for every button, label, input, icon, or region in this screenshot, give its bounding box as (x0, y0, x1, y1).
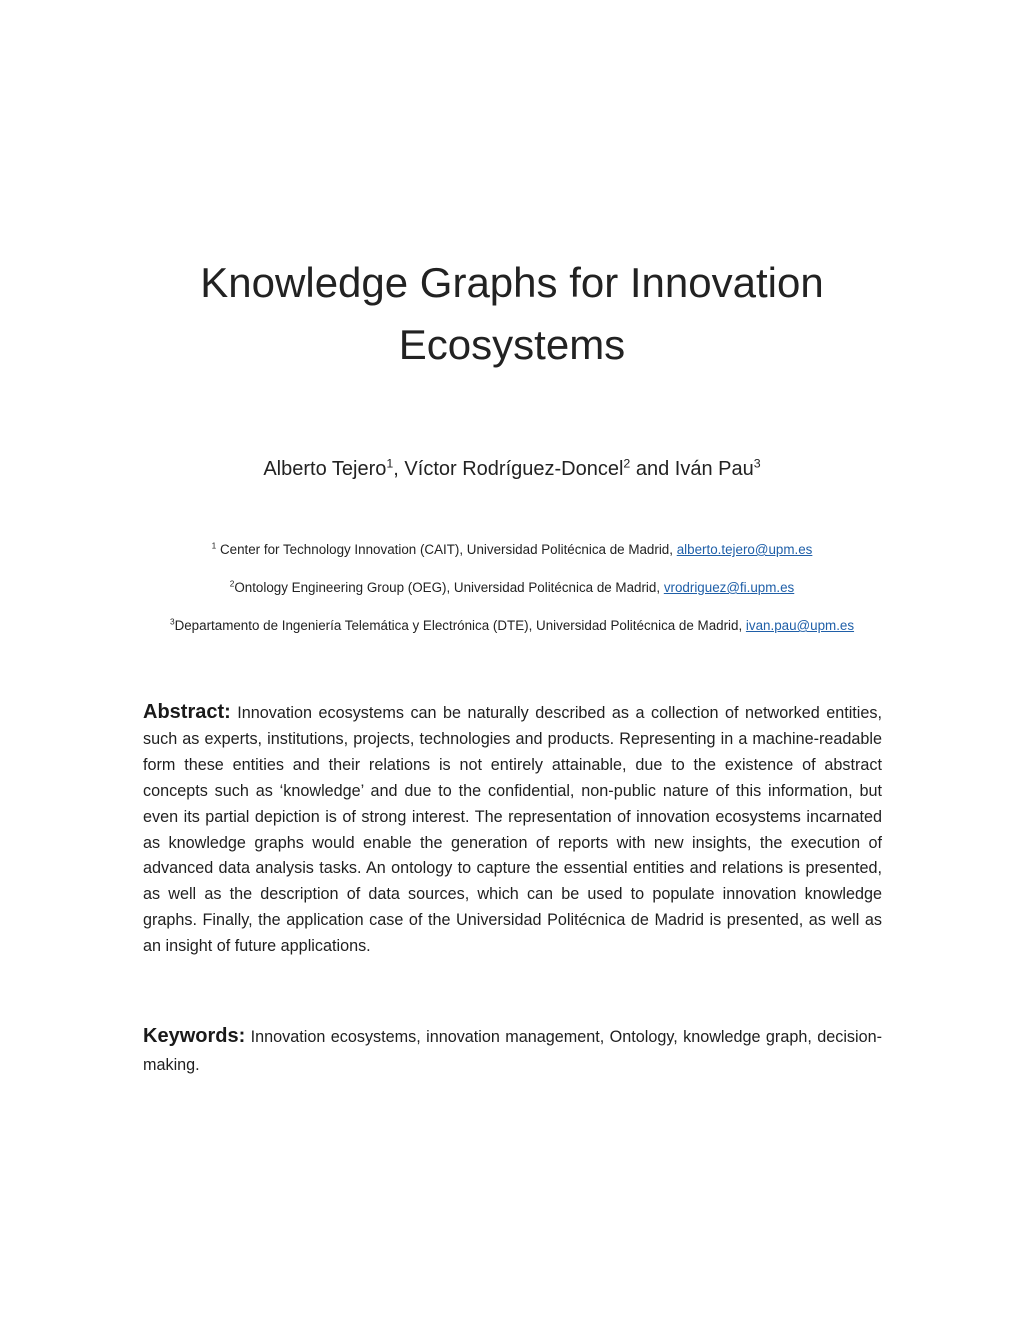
author-name: Alberto Tejero (263, 458, 387, 480)
abstract-text: Innovation ecosystems can be naturally described as a collection of networked entities, such as experts, institutions, projects, technologies and products. Representing in a machine-readable form these entities and their relations is not entirely attainable, due to the existence of abstract concepts such as ‘knowledge’ and due to the confidential, non-public nature of this information, but even its partial depiction is of strong interest. The representation of innovation ecosystems incarnated as knowledge graphs would enable the generation of reports with new insights, the execution of advanced data analysis tasks. An ontology to capture the essential entities and relations is presented, as well as the description of data sources, which can be used to populate innovation knowledge graphs. Finally, the application case of the Universidad Politécnica de Madrid is presented, as well as an insight of future applications. (143, 704, 882, 956)
author-mark: 3 (753, 456, 761, 471)
paper-title (112, 252, 912, 376)
email-link[interactable]: ivan.pau@upm.es (745, 618, 855, 633)
author-mark: 1 (386, 456, 394, 471)
affiliation-mark: 3 (169, 616, 175, 627)
author-list (112, 455, 912, 483)
author-separator: , (393, 458, 405, 480)
affiliation-3 (62, 617, 962, 635)
author-separator: and (630, 458, 675, 480)
affiliation-1 (62, 541, 962, 559)
keywords-text: Innovation ecosystems, innovation management, Ontology, knowledge graph, decision-making. (143, 1028, 883, 1074)
affiliation-text: Departamento de Ingeniería Telemática y Electrónica (DTE), Universidad Politécnica de Madrid, (174, 618, 746, 633)
email-link[interactable]: vrodriguez@fi.upm.es (663, 580, 795, 595)
author-name: Iván Pau (674, 458, 754, 480)
affiliation-text: Ontology Engineering Group (OEG), Universidad Politécnica de Madrid, (234, 580, 664, 595)
keywords (143, 1022, 882, 1079)
affiliation-mark: 1 (211, 540, 217, 551)
title-line-2: Ecosystems (398, 321, 626, 368)
abstract (143, 700, 882, 960)
author-name: Víctor Rodríguez-Doncel (404, 458, 624, 480)
email-link[interactable]: alberto.tejero@upm.es (676, 542, 813, 557)
affiliation-2 (62, 579, 962, 597)
author-mark: 2 (623, 456, 631, 471)
abstract-label: Abstract: (143, 701, 231, 723)
keywords-label: Keywords: (143, 1025, 246, 1047)
affiliation-text: Center for Technology Innovation (CAIT), Universidad Politécnica de Madrid, (216, 542, 677, 557)
title-line-1: Knowledge Graphs for Innovation (200, 259, 824, 306)
affiliation-mark: 2 (229, 578, 235, 589)
